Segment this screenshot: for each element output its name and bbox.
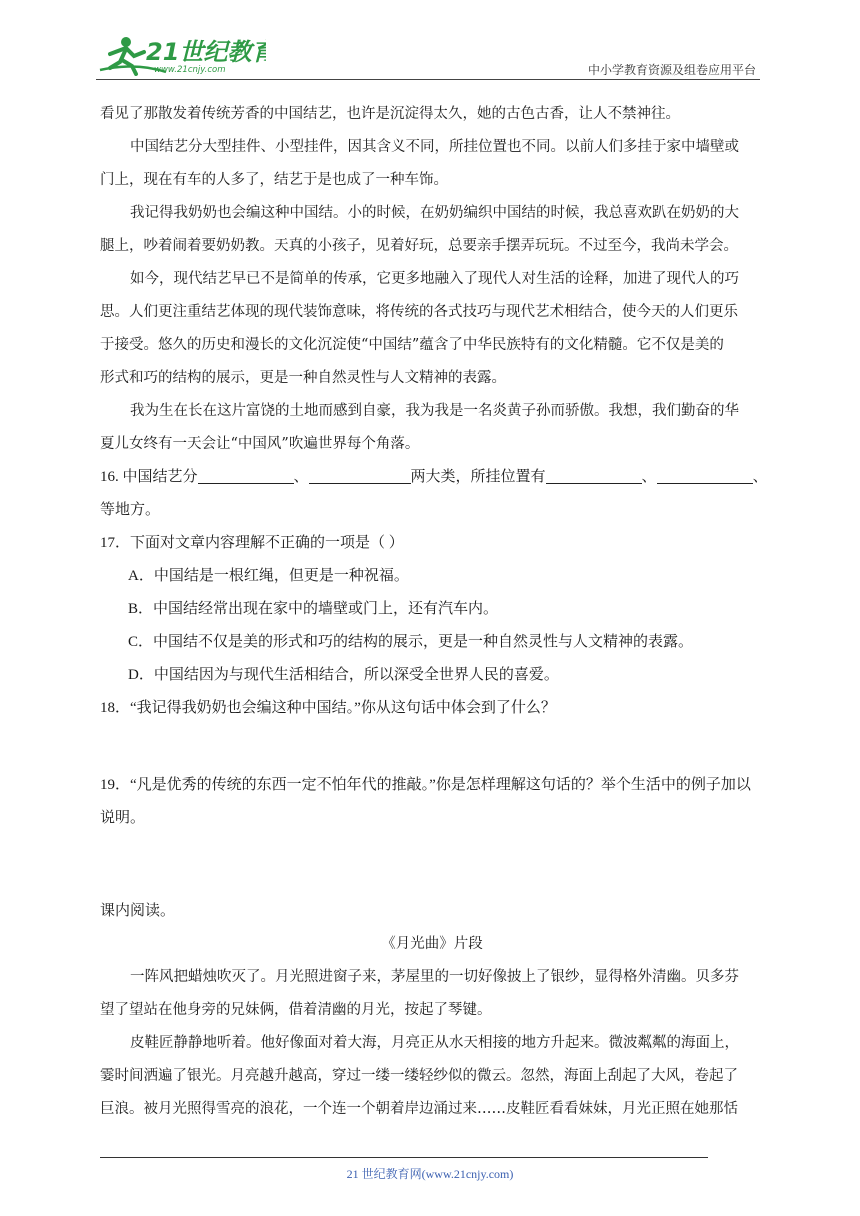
page-header [96,30,760,78]
answer-space[interactable] [100,835,764,895]
logo-icon [96,32,266,76]
passage-line: 于接受。悠久的历史和漫长的文化沉淀使“中国结”蕴含了中华民族特有的文化精髓。它不仅是美的 [100,337,724,353]
passage-line: 中国结艺分大型挂件、小型挂件，因其含义不同，所挂位置也不同。以前人们多挂于家中墙壁或 [130,139,739,155]
passage-line: 看见了那散发着传统芳香的中国结艺，也许是沉淀得太久，她的古色古香，让人不禁神往。 [100,106,680,122]
question-16 [100,461,768,527]
answer-space[interactable] [100,725,764,769]
document-body [100,98,768,1126]
svg-text:21世纪教育: 21世纪教育 [146,38,266,66]
passage-line: 霎时间洒遍了银光。月亮越升越高，穿过一缕一缕轻纱似的微云。忽然，海面上刮起了大风，卷起了 [100,1068,738,1084]
footer-divider [100,1157,708,1158]
passage-line: 形式和巧的结构的展示，更是一种自然灵性与人文精神的表露。 [100,370,506,386]
answer-blank[interactable] [657,465,753,484]
passage-line: 夏儿女终有一天会让“中国风”吹遍世界每个角落。 [100,436,420,452]
question-18 [100,692,764,769]
separator: 、 [752,469,768,485]
question-17-stem: 17．下面对文章内容理解不正确的一项是（ ） [100,535,404,551]
answer-blank[interactable] [309,465,411,484]
passage-line: 我记得我奶奶也会编这种中国结。小的时候，在奶奶编织中国结的时候，我总喜欢趴在奶奶的大 [130,205,739,221]
section-2 [100,895,764,1126]
svg-text:www.21cnjy.com: www.21cnjy.com [154,65,226,75]
header-divider [96,79,760,80]
section-heading: 课内阅读。 [100,903,176,919]
passage-line: 一阵风把蜡烛吹灭了。月光照进窗子来，茅屋里的一切好像披上了银纱，显得格外清幽。贝多芬 [130,969,739,985]
separator: 、 [641,469,657,485]
passage-line: 望了望站在他身旁的兄妹俩，借着清幽的月光，按起了琴键。 [100,1002,492,1018]
site-logo [96,32,266,76]
passage-line: 皮鞋匠静静地听着。他好像面对着大海，月亮正从水天相接的地方升起来。微波粼粼的海面上， [130,1035,739,1051]
question-16-mid: 两大类，所挂位置有 [410,469,546,485]
platform-name: 中小学教育资源及组卷应用平台 [587,63,756,77]
passage-line: 思。人们更注重结艺体现的现代装饰意味，将传统的各式技巧与现代艺术相结合，使今天的人们更乐 [100,304,738,320]
question-18-stem: 18．“我记得我奶奶也会编这种中国结。”你从这句话中体会到了什么？ [100,700,556,716]
passage-1 [100,98,764,461]
footer-link[interactable]: 21 世纪教育网(www.21cnjy.com) [346,1167,514,1181]
question-19 [100,769,764,895]
passage-line: 门上，现在有车的人多了，结艺于是也成了一种车饰。 [100,172,448,188]
option-b[interactable]: B．中国结经常出现在家中的墙壁或门上，还有汽车内。 [128,601,499,617]
passage-line: 如今，现代结艺早已不是简单的传承，它更多地融入了现代人对生活的诠释，加进了现代人的巧 [130,271,739,287]
question-19-stem: 19．“凡是优秀的传统的东西一定不怕年代的推敲。”你是怎样理解这句话的？举个生活中的例子加以 [100,777,751,793]
option-a[interactable]: A．中国结是一根红绳，但更是一种祝福。 [128,568,409,584]
passage-line: 我为生在长在这片富饶的土地而感到自豪，我为我是一名炎黄子孙而骄傲。我想，我们勤奋的华 [130,403,739,419]
separator: 、 [293,469,309,485]
question-16-continuation: 等地方。 [100,502,161,518]
question-17 [100,527,764,692]
question-16-prefix: 16. 中国结艺分 [100,469,198,485]
answer-blank[interactable] [198,465,294,484]
passage-line: 巨浪。被月光照得雪亮的浪花，一个连一个朝着岸边涌过来……皮鞋匠看看妹妹，月光正照在她那恬 [100,1101,738,1117]
answer-blank[interactable] [546,465,642,484]
option-d[interactable]: D．中国结因为与现代生活相结合，所以深受全世界人民的喜爱。 [128,667,559,683]
question-19-continuation: 说明。 [100,810,146,826]
passage-title: 《月光曲》片段 [381,936,483,952]
option-c[interactable]: C．中国结不仅是美的形式和巧的结构的展示，更是一种自然灵性与人文精神的表露。 [128,634,694,650]
passage-line: 腿上，吵着闹着要奶奶教。天真的小孩子，见着好玩，总要亲手摆弄玩玩。不过至今，我尚未学会。 [100,238,738,254]
